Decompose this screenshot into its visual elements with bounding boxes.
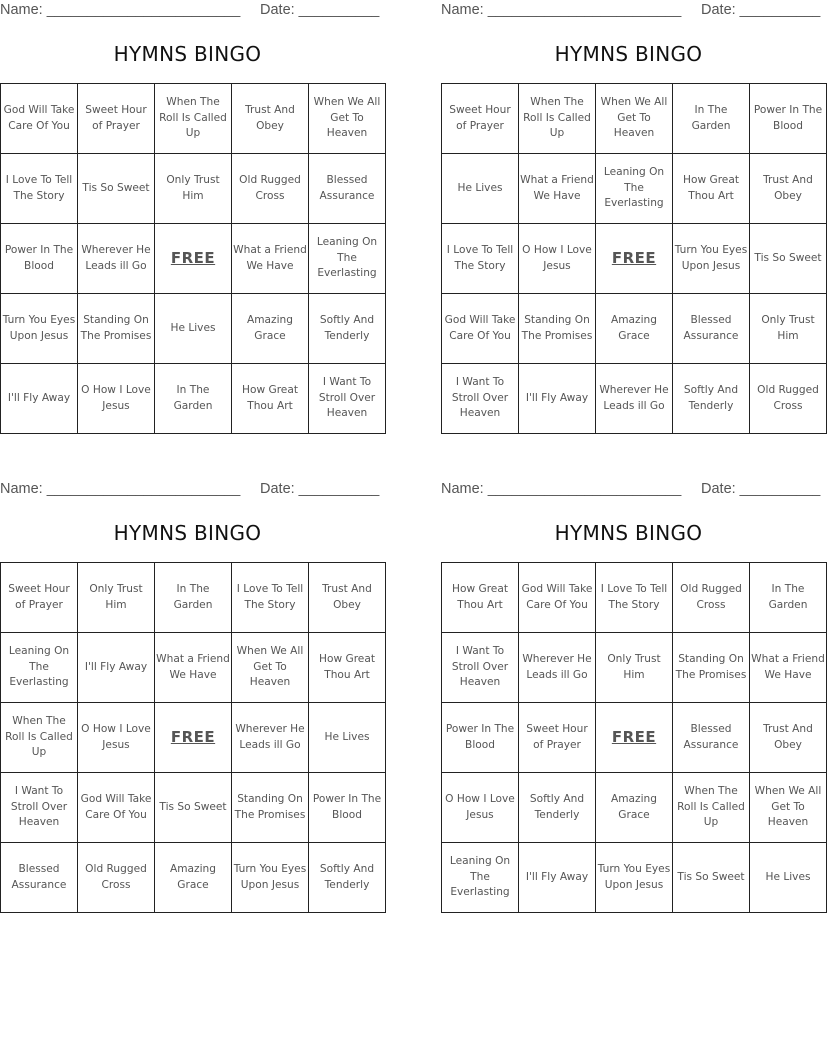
bingo-cell: Leaning On The Everlasting [1, 633, 78, 703]
bingo-row [442, 364, 827, 434]
bingo-cell: What a Friend We Have [232, 224, 309, 294]
bingo-cell: Trust And Obey [232, 84, 309, 154]
bingo-cell: I Love To Tell The Story [1, 154, 78, 224]
bingo-grid [441, 562, 827, 913]
card-title: HYMNS BINGO [554, 521, 703, 545]
bingo-card-4 [441, 479, 825, 919]
bingo-cell: Old Rugged Cross [750, 364, 827, 434]
bingo-cell: Wherever He Leads ill Go [78, 224, 155, 294]
bingo-cell: I Want To Stroll Over Heaven [1, 773, 78, 843]
bingo-cell: Leaning On The Everlasting [442, 843, 519, 913]
bingo-cell: I'll Fly Away [519, 364, 596, 434]
bingo-cell: Blessed Assurance [309, 154, 386, 224]
free-space-cell: FREE [596, 224, 673, 294]
bingo-cell: Standing On The Promises [78, 294, 155, 364]
bingo-cell: Softly And Tenderly [673, 364, 750, 434]
bingo-grid [441, 83, 827, 434]
bingo-cell: Trust And Obey [750, 703, 827, 773]
bingo-cell: Power In The Blood [750, 84, 827, 154]
bingo-cell: Softly And Tenderly [309, 294, 386, 364]
bingo-cell: God Will Take Care Of You [78, 773, 155, 843]
bingo-cell: Sweet Hour of Prayer [1, 563, 78, 633]
bingo-cell: In The Garden [750, 563, 827, 633]
bingo-cell: O How I Love Jesus [442, 773, 519, 843]
bingo-cell: Trust And Obey [309, 563, 386, 633]
bingo-cell: Old Rugged Cross [232, 154, 309, 224]
bingo-cell: What a Friend We Have [155, 633, 232, 703]
name-field-label: Name: ________________________ [0, 2, 241, 18]
bingo-cell: God Will Take Care Of You [442, 294, 519, 364]
bingo-cell: Tis So Sweet [78, 154, 155, 224]
bingo-cell: Wherever He Leads ill Go [232, 703, 309, 773]
bingo-cell: Trust And Obey [750, 154, 827, 224]
bingo-row [1, 154, 386, 224]
bingo-cell: Amazing Grace [596, 294, 673, 364]
bingo-cell: Wherever He Leads ill Go [519, 633, 596, 703]
bingo-cell: Softly And Tenderly [309, 843, 386, 913]
bingo-cell: Standing On The Promises [673, 633, 750, 703]
bingo-cell: I Want To Stroll Over Heaven [442, 364, 519, 434]
bingo-row [442, 154, 827, 224]
bingo-cell: Tis So Sweet [673, 843, 750, 913]
bingo-cell: Only Trust Him [155, 154, 232, 224]
bingo-cell: He Lives [750, 843, 827, 913]
bingo-cell: Sweet Hour of Prayer [442, 84, 519, 154]
bingo-cell: When We All Get To Heaven [596, 84, 673, 154]
bingo-cell: God Will Take Care Of You [519, 563, 596, 633]
bingo-cell: Turn You Eyes Upon Jesus [596, 843, 673, 913]
bingo-cell: God Will Take Care Of You [1, 84, 78, 154]
bingo-cell: What a Friend We Have [519, 154, 596, 224]
name-field-label: Name: ________________________ [0, 481, 241, 497]
card-title: HYMNS BINGO [113, 521, 262, 545]
bingo-card-2 [441, 0, 823, 440]
bingo-cell: Sweet Hour of Prayer [519, 703, 596, 773]
bingo-cell: O How I Love Jesus [78, 364, 155, 434]
free-space-cell: FREE [596, 703, 673, 773]
bingo-row [1, 364, 386, 434]
card-title: HYMNS BINGO [554, 42, 703, 66]
bingo-row [442, 773, 827, 843]
bingo-cell: When The Roll Is Called Up [519, 84, 596, 154]
bingo-cell: When The Roll Is Called Up [1, 703, 78, 773]
bingo-cell: In The Garden [673, 84, 750, 154]
date-field-label: Date: __________ [701, 481, 821, 497]
bingo-cell: What a Friend We Have [750, 633, 827, 703]
name-field-label: Name: ________________________ [441, 2, 682, 18]
bingo-cell: Turn You Eyes Upon Jesus [1, 294, 78, 364]
bingo-cell: I'll Fly Away [78, 633, 155, 703]
bingo-cell: Wherever He Leads ill Go [596, 364, 673, 434]
bingo-cell: Turn You Eyes Upon Jesus [673, 224, 750, 294]
bingo-cell: When The Roll Is Called Up [155, 84, 232, 154]
bingo-cell: Amazing Grace [596, 773, 673, 843]
date-field-label: Date: __________ [701, 2, 821, 18]
bingo-cell: Power In The Blood [442, 703, 519, 773]
bingo-cell: When We All Get To Heaven [309, 84, 386, 154]
bingo-cell: He Lives [155, 294, 232, 364]
bingo-cell: Amazing Grace [155, 843, 232, 913]
bingo-row [1, 633, 386, 703]
bingo-cell: Leaning On The Everlasting [596, 154, 673, 224]
bingo-cell: How Great Thou Art [442, 563, 519, 633]
bingo-row [442, 294, 827, 364]
bingo-cell: Softly And Tenderly [519, 773, 596, 843]
name-field-label: Name: ________________________ [441, 481, 682, 497]
bingo-cell: Only Trust Him [596, 633, 673, 703]
free-space-cell: FREE [155, 224, 232, 294]
bingo-cell: Blessed Assurance [673, 703, 750, 773]
bingo-cell: O How I Love Jesus [519, 224, 596, 294]
bingo-cell: How Great Thou Art [232, 364, 309, 434]
bingo-row [1, 563, 386, 633]
bingo-cell: Only Trust Him [750, 294, 827, 364]
bingo-grid [0, 83, 386, 434]
bingo-cell: I'll Fly Away [519, 843, 596, 913]
bingo-cell: When We All Get To Heaven [750, 773, 827, 843]
bingo-cell: Leaning On The Everlasting [309, 224, 386, 294]
bingo-cell: Old Rugged Cross [78, 843, 155, 913]
bingo-cell: I Love To Tell The Story [232, 563, 309, 633]
bingo-row [1, 703, 386, 773]
bingo-cell: When We All Get To Heaven [232, 633, 309, 703]
card-title: HYMNS BINGO [113, 42, 262, 66]
bingo-grid [0, 562, 386, 913]
bingo-cell: How Great Thou Art [309, 633, 386, 703]
bingo-cell: Tis So Sweet [155, 773, 232, 843]
bingo-cell: I Love To Tell The Story [596, 563, 673, 633]
bingo-cell: I'll Fly Away [1, 364, 78, 434]
bingo-row [1, 294, 386, 364]
card-header [0, 0, 380, 20]
bingo-cell: Only Trust Him [78, 563, 155, 633]
bingo-cell: Power In The Blood [1, 224, 78, 294]
bingo-cell: I Love To Tell The Story [442, 224, 519, 294]
bingo-cell: He Lives [442, 154, 519, 224]
bingo-row [442, 633, 827, 703]
bingo-row [1, 84, 386, 154]
bingo-cell: In The Garden [155, 364, 232, 434]
card-header [0, 479, 380, 499]
bingo-cell: He Lives [309, 703, 386, 773]
bingo-cell: Old Rugged Cross [673, 563, 750, 633]
bingo-card-1 [0, 0, 381, 440]
bingo-cell: Blessed Assurance [673, 294, 750, 364]
card-header [441, 0, 821, 20]
bingo-cell: O How I Love Jesus [78, 703, 155, 773]
bingo-cell: In The Garden [155, 563, 232, 633]
bingo-cell: Power In The Blood [309, 773, 386, 843]
bingo-cell: I Want To Stroll Over Heaven [442, 633, 519, 703]
date-field-label: Date: __________ [260, 2, 380, 18]
bingo-cell: Tis So Sweet [750, 224, 827, 294]
bingo-cell: Standing On The Promises [232, 773, 309, 843]
bingo-row [1, 773, 386, 843]
bingo-row [442, 84, 827, 154]
bingo-row [1, 843, 386, 913]
bingo-row [442, 843, 827, 913]
bingo-card-3 [0, 479, 382, 919]
bingo-row [442, 224, 827, 294]
bingo-row [442, 703, 827, 773]
bingo-cell: Amazing Grace [232, 294, 309, 364]
bingo-row [1, 224, 386, 294]
bingo-cell: Standing On The Promises [519, 294, 596, 364]
bingo-cell: Blessed Assurance [1, 843, 78, 913]
bingo-row [442, 563, 827, 633]
bingo-cell: When The Roll Is Called Up [673, 773, 750, 843]
bingo-cell: Turn You Eyes Upon Jesus [232, 843, 309, 913]
free-space-cell: FREE [155, 703, 232, 773]
card-header [441, 479, 821, 499]
date-field-label: Date: __________ [260, 481, 380, 497]
bingo-cell: I Want To Stroll Over Heaven [309, 364, 386, 434]
bingo-cell: How Great Thou Art [673, 154, 750, 224]
bingo-cell: Sweet Hour of Prayer [78, 84, 155, 154]
